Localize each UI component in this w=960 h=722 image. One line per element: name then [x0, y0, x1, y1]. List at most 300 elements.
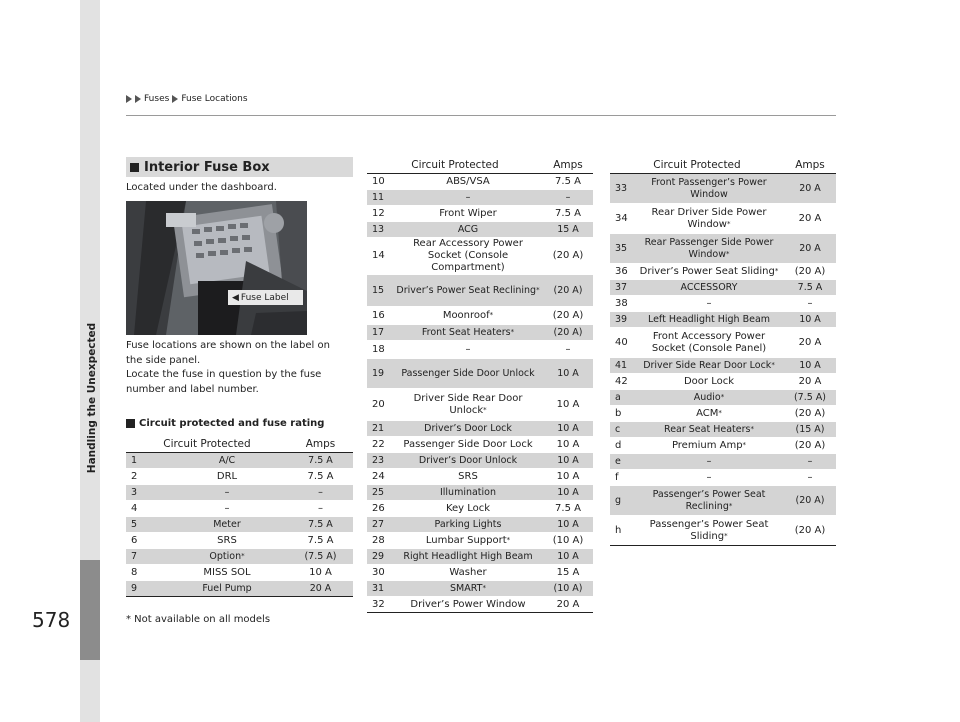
- footnote-marker: *: [718, 408, 722, 417]
- fuse-number: 35: [610, 234, 634, 264]
- circuit-protected: [634, 422, 784, 438]
- column-header-circuit: Circuit Protected: [367, 157, 543, 174]
- table-row: [610, 280, 836, 296]
- circuit-name: –: [224, 486, 230, 498]
- footnote-marker: *: [482, 583, 486, 592]
- footnote-marker: *: [724, 531, 728, 540]
- fuse-number: 21: [367, 421, 393, 437]
- circuit-name: Left Headlight High Beam: [647, 313, 771, 325]
- circuit-protected: [393, 222, 543, 238]
- circuit-name: Front Wiper: [439, 207, 497, 219]
- chapter-label: Handling the Unexpected: [86, 322, 98, 474]
- fuse-number: 24: [367, 469, 393, 485]
- circuit-protected: [166, 565, 288, 581]
- circuit-protected: [634, 264, 784, 280]
- breadcrumb-arrow-icon: [172, 95, 178, 103]
- table-row: [367, 453, 593, 469]
- section-title-text: Interior Fuse Box: [144, 159, 270, 175]
- fuse-number: 19: [367, 359, 393, 389]
- circuit-protected: [634, 406, 784, 422]
- fuse-number: 16: [367, 307, 393, 325]
- table-row: [367, 485, 593, 501]
- fuse-number: 12: [367, 206, 393, 222]
- callout-text: Fuse Label: [240, 292, 289, 303]
- amp-rating: 7.5 A: [543, 174, 593, 190]
- circuit-name: –: [224, 502, 230, 514]
- amp-rating: –: [543, 190, 593, 206]
- circuit-protected: [166, 485, 288, 501]
- fuse-table-3: [610, 157, 836, 546]
- table-row: [610, 204, 836, 234]
- table-row: [367, 307, 593, 325]
- footnote-marker: *: [728, 501, 733, 510]
- fuse-number: 18: [367, 341, 393, 359]
- circuit-name: Rear Driver Side Power Window: [651, 206, 767, 230]
- circuit-name: Passenger Side Door Lock: [403, 438, 533, 450]
- circuit-name: SMART: [450, 582, 483, 594]
- fuse-number: 42: [610, 374, 634, 390]
- circuit-name: Front Passenger’s Power Window: [651, 176, 767, 200]
- table-row: [610, 264, 836, 280]
- fuse-number: 39: [610, 312, 634, 328]
- table-row: [610, 234, 836, 264]
- amp-rating: (20 A): [784, 264, 836, 280]
- circuit-name: Rear Accessory Power Socket (Console Compartment): [413, 238, 523, 273]
- fuse-number: 3: [126, 485, 166, 501]
- table-row: [610, 454, 836, 470]
- amp-rating: 10 A: [543, 453, 593, 469]
- circuit-protected: [634, 312, 784, 328]
- circuit-protected: [634, 234, 784, 264]
- footnote-marker: *: [241, 551, 245, 560]
- fuse-number: 20: [367, 389, 393, 421]
- table-row: [126, 453, 353, 469]
- amp-rating: 7.5 A: [543, 206, 593, 222]
- circuit-name: Fuel Pump: [202, 582, 252, 594]
- circuit-name: –: [465, 191, 471, 203]
- table-row: [367, 517, 593, 533]
- circuit-protected: [393, 359, 543, 389]
- circuit-name: MISS SOL: [203, 566, 251, 578]
- amp-rating: (20 A): [784, 406, 836, 422]
- circuit-name: ACCESSORY: [680, 281, 738, 293]
- table-row: [367, 597, 593, 613]
- amp-rating: –: [543, 341, 593, 359]
- table-row: [126, 581, 353, 597]
- circuit-protected: [393, 517, 543, 533]
- circuit-name: Front Seat Heaters: [421, 326, 511, 338]
- fuse-table-2: [367, 157, 593, 613]
- fuse-number: 41: [610, 358, 634, 374]
- amp-rating: 20 A: [784, 204, 836, 234]
- footnote-marker: *: [506, 535, 511, 544]
- circuit-name: Premium Amp: [671, 439, 743, 451]
- table-row: [610, 470, 836, 486]
- circuit-protected: [634, 174, 784, 204]
- instruction-line: number and label number.: [126, 383, 259, 395]
- circuit-protected: [393, 549, 543, 565]
- circuit-protected: [393, 533, 543, 549]
- table-row: [126, 565, 353, 581]
- amp-rating: (20 A): [543, 325, 593, 341]
- table-row: [367, 238, 593, 275]
- circuit-name: ABS/VSA: [446, 175, 490, 187]
- column-header-amps: Amps: [288, 436, 353, 453]
- table-row: [610, 312, 836, 328]
- fuse-number: 26: [367, 501, 393, 517]
- fuse-box-photo: [126, 201, 307, 335]
- table-row: [367, 341, 593, 359]
- fuse-number: e: [610, 454, 634, 470]
- table-row: [367, 174, 593, 190]
- circuit-protected: [634, 516, 784, 546]
- table-row: [367, 190, 593, 206]
- table-row: [367, 421, 593, 437]
- table-row: [367, 581, 593, 597]
- amp-rating: 15 A: [543, 222, 593, 238]
- circuit-protected: [634, 328, 784, 358]
- table-row: [367, 549, 593, 565]
- amp-rating: 10 A: [543, 469, 593, 485]
- amp-rating: –: [784, 296, 836, 312]
- fuse-number: 31: [367, 581, 393, 597]
- table-row: [126, 469, 353, 485]
- amp-rating: 10 A: [784, 358, 836, 374]
- fuse-number: g: [610, 486, 634, 516]
- circuit-name: Passenger’s Power Seat Sliding: [649, 518, 769, 542]
- fuse-number: 2: [126, 469, 166, 485]
- fuse-number: 14: [367, 238, 393, 275]
- amp-rating: 10 A: [543, 485, 593, 501]
- table-row: [367, 325, 593, 341]
- table-row: [126, 501, 353, 517]
- circuit-protected: [166, 517, 288, 533]
- circuit-protected: [166, 501, 288, 517]
- callout-pointer-icon: ◀: [232, 292, 239, 303]
- footnote-marker: *: [750, 424, 754, 433]
- fuse-number: 30: [367, 565, 393, 581]
- circuit-name: Right Headlight High Beam: [403, 550, 533, 562]
- footnote: * Not available on all models: [126, 614, 271, 625]
- fuse-number: 10: [367, 174, 393, 190]
- footnote-marker: *: [536, 285, 540, 294]
- fuse-number: 29: [367, 549, 393, 565]
- instruction-line: Locate the fuse in question by the fuse: [126, 369, 322, 380]
- amp-rating: 20 A: [543, 597, 593, 613]
- circuit-name: Option: [209, 550, 242, 562]
- table-row: [610, 486, 836, 516]
- footnote-marker: *: [771, 360, 775, 369]
- footnote-marker: *: [742, 440, 747, 449]
- amp-rating: 7.5 A: [288, 469, 353, 485]
- fuse-number: 37: [610, 280, 634, 296]
- table-row: [367, 437, 593, 453]
- circuit-name: Parking Lights: [434, 518, 502, 530]
- table-row: [610, 422, 836, 438]
- table-row: [610, 374, 836, 390]
- fuse-number: 6: [126, 533, 166, 549]
- footnote-marker: *: [774, 266, 779, 275]
- amp-rating: 15 A: [543, 565, 593, 581]
- circuit-protected: [634, 470, 784, 486]
- amp-rating: (20 A): [543, 307, 593, 325]
- amp-rating: –: [288, 501, 353, 517]
- fuse-number: 13: [367, 222, 393, 238]
- amp-rating: 10 A: [543, 517, 593, 533]
- fuse-number: b: [610, 406, 634, 422]
- fuse-number: 5: [126, 517, 166, 533]
- circuit-name: –: [706, 297, 712, 309]
- circuit-name: Rear Seat Heaters: [664, 423, 751, 435]
- circuit-protected: [393, 421, 543, 437]
- amp-rating: (20 A): [784, 486, 836, 516]
- footnote-marker: *: [510, 327, 515, 336]
- amp-rating: (7.5 A): [784, 390, 836, 406]
- circuit-protected: [393, 174, 543, 190]
- header-divider: [126, 115, 836, 116]
- amp-rating: 10 A: [543, 437, 593, 453]
- circuit-name: Front Accessory Power Socket (Console Panel): [651, 330, 767, 354]
- square-bullet-icon: [126, 419, 135, 428]
- circuit-protected: [634, 358, 784, 374]
- photo-callout: [228, 290, 303, 305]
- circuit-protected: [393, 206, 543, 222]
- circuit-protected: [393, 275, 543, 307]
- fuse-number: 28: [367, 533, 393, 549]
- location-text: Located under the dashboard.: [126, 182, 277, 193]
- amp-rating: (15 A): [784, 422, 836, 438]
- fuse-number: 8: [126, 565, 166, 581]
- footnote-marker: *: [720, 392, 725, 401]
- table-row: [367, 275, 593, 307]
- circuit-protected: [393, 307, 543, 325]
- breadcrumb-arrow-icon: [126, 95, 132, 103]
- circuit-name: Passenger Side Door Unlock: [401, 367, 535, 379]
- amp-rating: –: [784, 470, 836, 486]
- circuit-protected: [634, 374, 784, 390]
- instruction-line: the side panel.: [126, 354, 201, 366]
- table-row: [610, 296, 836, 312]
- amp-rating: (10 A): [543, 533, 593, 549]
- fuse-number: 27: [367, 517, 393, 533]
- table-row: [367, 389, 593, 421]
- circuit-protected: [634, 296, 784, 312]
- table-row: [126, 517, 353, 533]
- table-row: [367, 222, 593, 238]
- table-row: [610, 406, 836, 422]
- table-row: [610, 516, 836, 546]
- circuit-name: Driver’s Door Unlock: [418, 454, 518, 466]
- amp-rating: 20 A: [784, 234, 836, 264]
- column-header-amps: Amps: [784, 157, 836, 174]
- fuse-number: h: [610, 516, 634, 546]
- circuit-protected: [393, 581, 543, 597]
- fuse-number: 11: [367, 190, 393, 206]
- subheading-text: Circuit protected and fuse rating: [139, 418, 325, 429]
- breadcrumb-item-fuses[interactable]: Fuses: [144, 94, 170, 104]
- breadcrumb: [126, 94, 248, 104]
- fuse-number: 15: [367, 275, 393, 307]
- circuit-protected: [393, 341, 543, 359]
- circuit-name: Moonroof: [442, 309, 490, 321]
- circuit-name: Key Lock: [445, 502, 491, 514]
- circuit-name: Audio: [693, 391, 721, 403]
- circuit-protected: [393, 190, 543, 206]
- table-row: [126, 485, 353, 501]
- fuse-number: 23: [367, 453, 393, 469]
- footnote-marker: *: [725, 249, 730, 258]
- circuit-protected: [393, 565, 543, 581]
- fuse-number: 33: [610, 174, 634, 204]
- fuse-number: 32: [367, 597, 393, 613]
- circuit-name: SRS: [217, 534, 237, 546]
- fuse-table-1: [126, 436, 353, 597]
- fuse-number: 17: [367, 325, 393, 341]
- table-row: [126, 533, 353, 549]
- fuse-number: 34: [610, 204, 634, 234]
- circuit-name: Rear Passenger Side Power Window: [644, 236, 774, 260]
- amp-rating: 20 A: [784, 374, 836, 390]
- footnote-marker: *: [489, 310, 494, 319]
- square-bullet-icon: [130, 163, 139, 172]
- breadcrumb-item-fuse-locations[interactable]: Fuse Locations: [181, 94, 248, 104]
- table-row: [367, 565, 593, 581]
- circuit-protected: [166, 549, 288, 565]
- amp-rating: (20 A): [543, 275, 593, 307]
- amp-rating: 20 A: [784, 328, 836, 358]
- column-header-amps: Amps: [543, 157, 593, 174]
- table-row: [367, 206, 593, 222]
- circuit-name: Driver Side Rear Door Lock: [643, 359, 772, 371]
- circuit-protected: [634, 390, 784, 406]
- amp-rating: 7.5 A: [543, 501, 593, 517]
- circuit-protected: [166, 453, 288, 469]
- fuse-number: d: [610, 438, 634, 454]
- footnote-marker: *: [726, 219, 731, 228]
- table-row: [610, 328, 836, 358]
- amp-rating: (20 A): [784, 438, 836, 454]
- circuit-name: Driver Side Rear Door Unlock: [413, 392, 523, 416]
- amp-rating: 10 A: [543, 549, 593, 565]
- amp-rating: 7.5 A: [784, 280, 836, 296]
- amp-rating: 7.5 A: [288, 453, 353, 469]
- footnote-marker: *: [483, 405, 487, 414]
- circuit-protected: [634, 280, 784, 296]
- amp-rating: (20 A): [784, 516, 836, 546]
- circuit-protected: [634, 486, 784, 516]
- column-header-circuit: Circuit Protected: [610, 157, 784, 174]
- circuit-name: ACG: [457, 223, 479, 235]
- fuse-number: 36: [610, 264, 634, 280]
- table-row: [367, 469, 593, 485]
- circuit-protected: [393, 238, 543, 275]
- amp-rating: (20 A): [543, 238, 593, 275]
- circuit-name: ACM: [696, 407, 719, 419]
- circuit-name: DRL: [216, 470, 238, 482]
- circuit-name: Washer: [449, 566, 487, 578]
- instructions: [126, 339, 330, 397]
- circuit-protected: [393, 453, 543, 469]
- amp-rating: 10 A: [543, 359, 593, 389]
- table-row: [367, 359, 593, 389]
- circuit-protected: [634, 438, 784, 454]
- fuse-number: 40: [610, 328, 634, 358]
- circuit-protected: [166, 533, 288, 549]
- circuit-protected: [634, 454, 784, 470]
- amp-rating: 10 A: [288, 565, 353, 581]
- fuse-number: c: [610, 422, 634, 438]
- fuse-number: 25: [367, 485, 393, 501]
- circuit-name: Lumbar Support: [425, 534, 507, 546]
- amp-rating: (7.5 A): [288, 549, 353, 565]
- subheading: [126, 418, 324, 429]
- circuit-protected: [393, 469, 543, 485]
- circuit-name: Driver’s Power Seat Sliding: [639, 265, 775, 277]
- circuit-protected: [393, 485, 543, 501]
- section-title: [126, 157, 353, 177]
- amp-rating: 7.5 A: [288, 517, 353, 533]
- instruction-line: Fuse locations are shown on the label on: [126, 340, 330, 351]
- fuse-number: 7: [126, 549, 166, 565]
- table-row: [367, 501, 593, 517]
- amp-rating: 10 A: [543, 389, 593, 421]
- table-row: [610, 358, 836, 374]
- amp-rating: 20 A: [784, 174, 836, 204]
- circuit-name: Driver’s Power Seat Reclining: [396, 284, 537, 296]
- circuit-name: –: [465, 343, 471, 355]
- fuse-number: 38: [610, 296, 634, 312]
- circuit-protected: [166, 469, 288, 485]
- circuit-protected: [393, 437, 543, 453]
- fuse-number: 22: [367, 437, 393, 453]
- column-header-circuit: Circuit Protected: [126, 436, 288, 453]
- circuit-protected: [393, 389, 543, 421]
- amp-rating: –: [288, 485, 353, 501]
- circuit-protected: [393, 325, 543, 341]
- amp-rating: –: [784, 454, 836, 470]
- circuit-name: –: [706, 455, 712, 467]
- side-tab-marker: [80, 560, 100, 660]
- circuit-name: SRS: [458, 470, 478, 482]
- circuit-protected: [393, 597, 543, 613]
- amp-rating: 10 A: [543, 421, 593, 437]
- page-number: 578: [32, 608, 71, 632]
- circuit-name: Illumination: [439, 486, 497, 498]
- fuse-number: 4: [126, 501, 166, 517]
- table-row: [610, 390, 836, 406]
- circuit-protected: [634, 204, 784, 234]
- circuit-protected: [166, 581, 288, 597]
- circuit-name: Passenger’s Power Seat Reclining: [652, 488, 766, 512]
- circuit-name: Driver’s Door Lock: [424, 422, 512, 434]
- fuse-number: 9: [126, 581, 166, 597]
- amp-rating: 7.5 A: [288, 533, 353, 549]
- amp-rating: 20 A: [288, 581, 353, 597]
- table-row: [126, 549, 353, 565]
- amp-rating: (10 A): [543, 581, 593, 597]
- circuit-name: Meter: [213, 518, 241, 530]
- fuse-number: 1: [126, 453, 166, 469]
- amp-rating: 10 A: [784, 312, 836, 328]
- circuit-name: Door Lock: [683, 375, 735, 387]
- circuit-name: Driver’s Power Window: [410, 598, 526, 610]
- fuse-number: f: [610, 470, 634, 486]
- circuit-name: –: [706, 471, 712, 483]
- circuit-protected: [393, 501, 543, 517]
- circuit-name: A/C: [218, 454, 236, 466]
- fuse-number: a: [610, 390, 634, 406]
- table-row: [610, 438, 836, 454]
